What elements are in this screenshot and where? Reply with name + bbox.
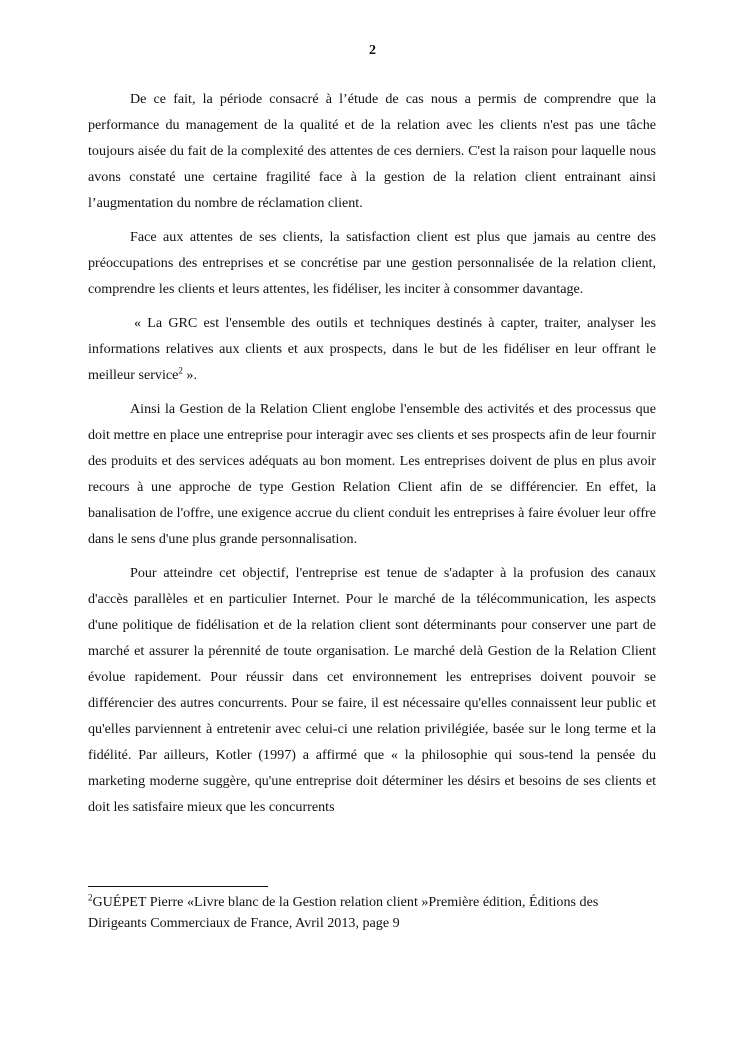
page-number: 2 xyxy=(369,43,376,58)
paragraph-grc-definition: Ainsi la Gestion de la Relation Client englobe l'ensemble des activités et des processus que doit mettre en place une entreprise pour interagir avec ses clients et ses prospects afin de leur fournir des produits et des services adéquats au bon moment. Les entreprises doivent de plus en plus avoir recours à une approche de type Gestion Relation Client afin de se différencier. En effet, la banalisation de l'offre, une exigence accrue du client conduit les entreprises à faire évoluer leur offre dans le sens d'une plus grande personnalisation. xyxy=(88,401,656,547)
paragraph-case-study: De ce fait, la période consacré à l’étude de cas nous a permis de comprendre que la performance du management de la qualité et de la relation avec les clients n'est pas une tâche toujours aisée du fait de la complexité des attentes de ces derniers. C'est la raison pour laquelle nous avons constaté une certaine fragilité face à la gestion de la relation client entrainant ainsi l’augmentation du nombre de réclamation client. xyxy=(88,91,656,211)
footnote xyxy=(88,892,656,934)
footnote-reference: 2 xyxy=(178,365,183,376)
paragraph-client-expectations: Face aux attentes de ses clients, la satisfaction client est plus que jamais au centre des préoccupations des entreprises et se concrétise par une gestion personnalisée de la relation client, comprendre les clients et leurs attentes, les fidéliser, les inciter à consommer davantage. xyxy=(88,229,656,297)
footnote-separator xyxy=(88,886,268,887)
paragraph-grc-quote xyxy=(88,310,656,388)
quote-text: « La GRC est l'ensemble des outils et techniques destinés à capter, traiter, analyser les informations relatives aux clients et aux prospects, dans le but de les fidéliser en leur offrant le meilleur service xyxy=(88,315,656,383)
quote-closing: ». xyxy=(182,367,197,383)
footnote-text: GUÉPET Pierre «Livre blanc de la Gestion relation client »Première édition, Éditions des Dirigeants Commerciaux de France, Avril 2013, page 9 xyxy=(88,894,599,931)
paragraph-objective: Pour atteindre cet objectif, l'entreprise est tenue de s'adapter à la profusion des canaux d'accès parallèles et en particulier Internet. Pour le marché de la télécommunication, les aspects d'une politique de fidélisation et de la relation client sont déterminants pour conserver une part de marché et assurer la pérennité de toute organisation. Le marché delà Gestion de la Relation Client évolue rapidement. Pour réussir dans cet environnement les entreprises doivent pouvoir se différencier des autres concurrents. Pour se faire, il est nécessaire qu'elles connaissent leur public et qu'elles parviennent à entretenir avec celui-ci une relation privilégiée, basée sur le long terme et la fidélité. Par ailleurs, Kotler (1997) a affirmé que « la philosophie qui sous-tend la pensée du marketing moderne suggère, qu'une entreprise doit déterminer les désirs et besoins de ses clients et doit les satisfaire mieux que les concurrents xyxy=(88,565,656,815)
body-text xyxy=(88,86,656,828)
footnote-marker: 2 xyxy=(88,892,93,903)
